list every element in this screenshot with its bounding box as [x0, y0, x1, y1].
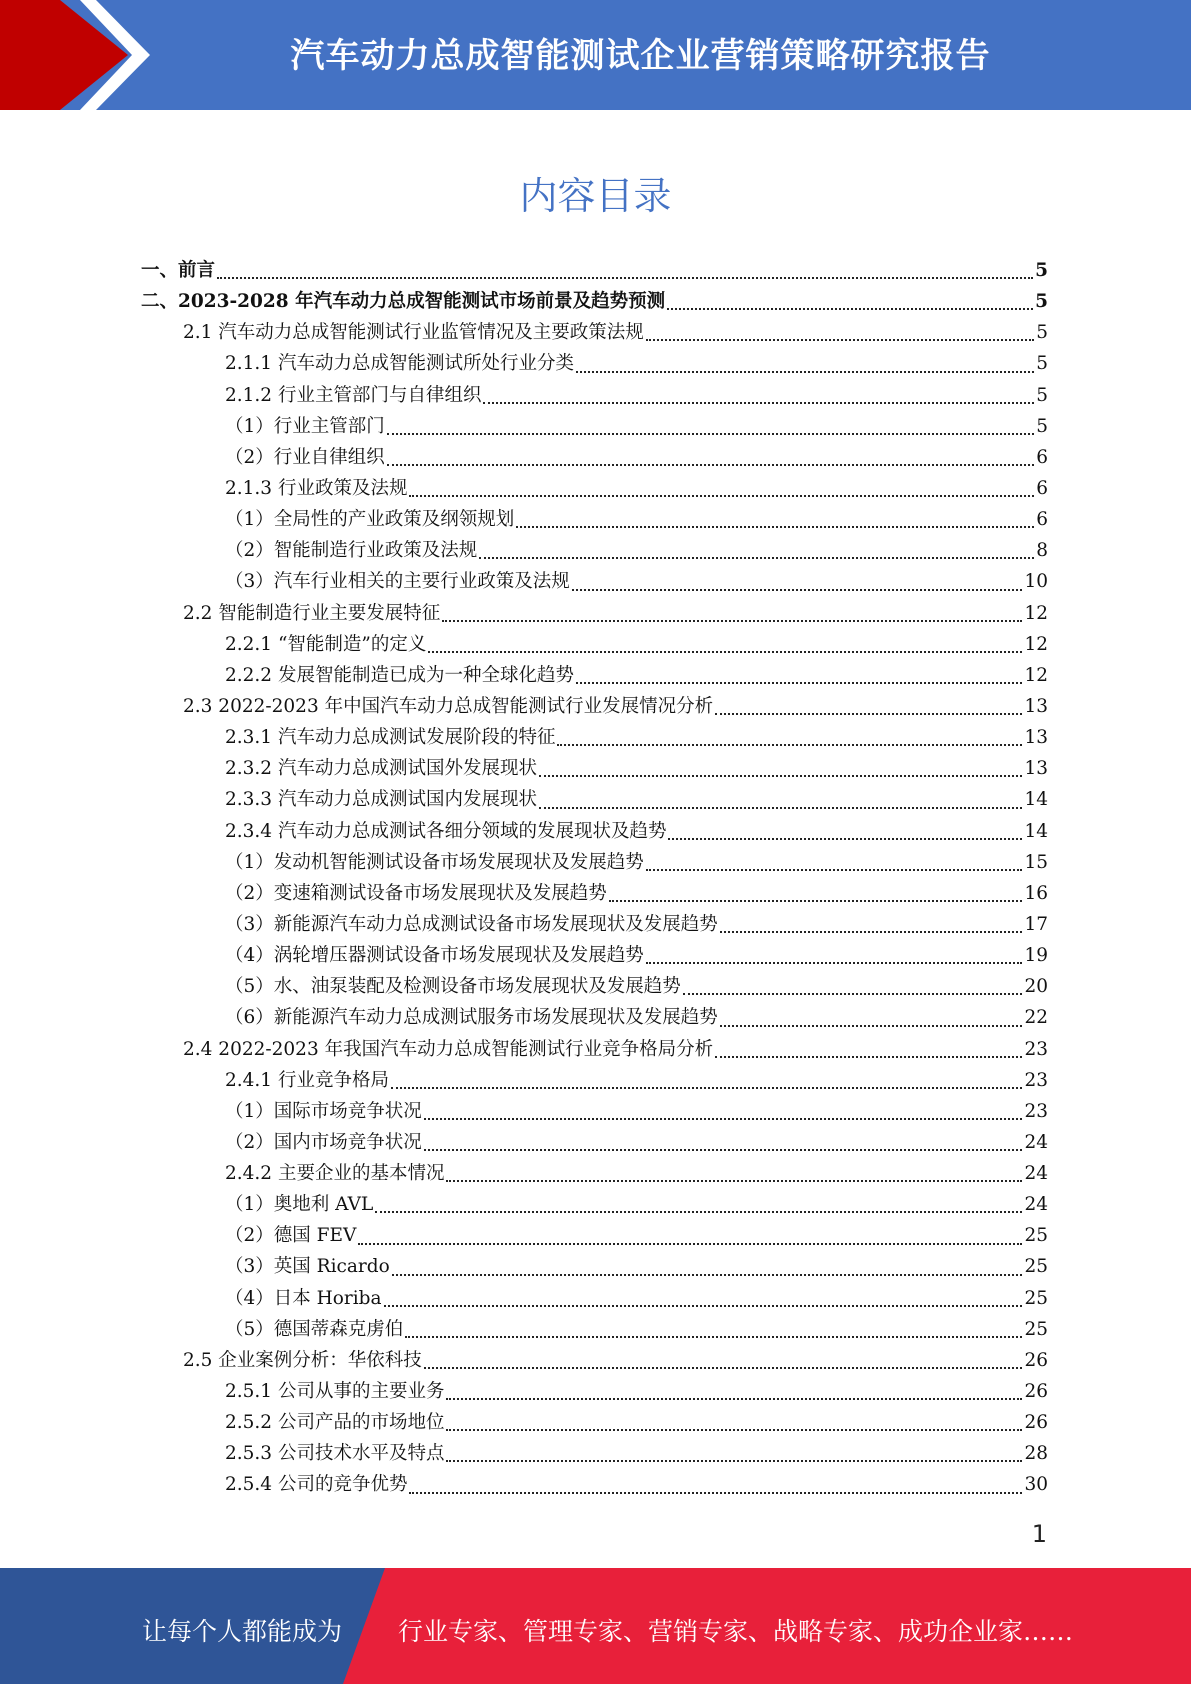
toc-entry-page: 26 — [1024, 1381, 1048, 1403]
toc-entry-label: 2.1.2 行业主管部门与自律组织 — [225, 384, 482, 406]
toc-entry[interactable] — [141, 784, 1048, 815]
toc-entry-page: 25 — [1024, 1318, 1048, 1340]
toc-entry-label: 2.4 2022-2023 年我国汽车动力总成智能测试行业竞争格局分析 — [183, 1038, 714, 1060]
toc-entry-label: （3）英国 Ricardo — [225, 1256, 390, 1278]
toc-entry-page: 24 — [1024, 1131, 1048, 1153]
toc-entry[interactable] — [141, 1314, 1048, 1345]
toc-entry-page: 5 — [1036, 322, 1048, 344]
toc-entry-label: （3）汽车行业相关的主要行业政策及法规 — [225, 571, 570, 593]
toc-dot-leader — [720, 931, 1023, 933]
toc-entry-page: 5 — [1036, 384, 1048, 406]
toc-entry[interactable] — [141, 598, 1048, 629]
toc-entry[interactable] — [141, 286, 1048, 317]
toc-entry-page: 5 — [1035, 259, 1048, 281]
toc-dot-leader — [516, 526, 1034, 528]
toc-entry-page: 6 — [1036, 446, 1048, 468]
toc-entry-label: （1）行业主管部门 — [225, 415, 385, 437]
toc-entry[interactable] — [141, 1438, 1048, 1469]
toc-entry-page: 25 — [1024, 1287, 1048, 1309]
toc-entry[interactable] — [141, 348, 1048, 379]
toc-dot-leader — [442, 620, 1022, 622]
toc-entry[interactable] — [141, 753, 1048, 784]
toc-dot-leader — [576, 682, 1022, 684]
toc-dot-leader — [715, 713, 1022, 715]
table-of-contents — [141, 255, 1048, 1501]
toc-entry[interactable] — [141, 566, 1048, 597]
toc-dot-leader — [424, 1367, 1023, 1369]
toc-dot-leader — [392, 1274, 1023, 1276]
page-footer — [0, 1568, 1191, 1684]
toc-dot-leader — [446, 1460, 1022, 1462]
toc-entry-page: 17 — [1024, 913, 1048, 935]
toc-entry-label: （1）全局性的产业政策及纲领规划 — [225, 509, 515, 531]
toc-dot-leader — [720, 1025, 1023, 1027]
toc-entry-page: 24 — [1024, 1163, 1048, 1185]
toc-entry-page: 26 — [1024, 1412, 1048, 1434]
toc-entry-page: 23 — [1024, 1038, 1048, 1060]
toc-dot-leader — [715, 1056, 1022, 1058]
toc-dot-leader — [668, 838, 1022, 840]
toc-dot-leader — [683, 993, 1023, 995]
toc-entry-label: 2.2.1 “智能制造”的定义 — [225, 633, 427, 655]
toc-entry-page: 13 — [1024, 695, 1048, 717]
toc-entry[interactable] — [141, 1034, 1048, 1065]
toc-entry[interactable] — [141, 1158, 1048, 1189]
toc-entry-label: （4）涡轮增压器测试设备市场发展现状及发展趋势 — [225, 945, 644, 967]
toc-entry-page: 23 — [1024, 1069, 1048, 1091]
toc-dot-leader — [387, 464, 1034, 466]
toc-entry[interactable] — [141, 878, 1048, 909]
toc-entry-label: （1）奥地利 AVL — [225, 1194, 374, 1216]
toc-entry[interactable] — [141, 255, 1048, 286]
toc-dot-leader — [539, 807, 1022, 809]
toc-entry[interactable] — [141, 660, 1048, 691]
toc-entry-page: 5 — [1036, 353, 1048, 375]
toc-entry-label: （1）国际市场竞争状况 — [225, 1100, 422, 1122]
toc-entry-label: （5）德国蒂森克虏伯 — [225, 1318, 404, 1340]
toc-dot-leader — [479, 557, 1034, 559]
toc-entry[interactable] — [141, 940, 1048, 971]
toc-entry-label: （4）日本 Horiba — [225, 1287, 382, 1309]
toc-entry-label: 2.3.4 汽车动力总成测试各细分领域的发展现状及趋势 — [225, 820, 667, 842]
toc-entry-page: 25 — [1024, 1225, 1048, 1247]
toc-entry-label: （6）新能源汽车动力总成测试服务市场发展现状及发展趋势 — [225, 1007, 718, 1029]
footer-slogan-right: 行业专家、管理专家、营销专家、战略专家、成功企业家…… — [398, 1617, 1074, 1646]
toc-entry-page: 16 — [1024, 882, 1048, 904]
toc-entry[interactable] — [141, 1283, 1048, 1314]
toc-entry-label: 2.4.1 行业竞争格局 — [225, 1069, 389, 1091]
toc-entry-label: 2.5.3 公司技术水平及特点 — [225, 1443, 445, 1465]
toc-entry-page: 24 — [1024, 1194, 1048, 1216]
toc-entry-label: 2.4.2 主要企业的基本情况 — [225, 1163, 445, 1185]
toc-entry-page: 12 — [1024, 664, 1048, 686]
toc-dot-leader — [572, 589, 1023, 591]
toc-entry[interactable] — [141, 473, 1048, 504]
toc-entry-label: （2）变速箱测试设备市场发展现状及发展趋势 — [225, 882, 607, 904]
toc-entry[interactable] — [141, 411, 1048, 442]
toc-entry[interactable] — [141, 629, 1048, 660]
toc-entry[interactable] — [141, 442, 1048, 473]
toc-dot-leader — [446, 1180, 1022, 1182]
toc-entry[interactable] — [141, 1002, 1048, 1033]
toc-entry[interactable] — [141, 1220, 1048, 1251]
toc-entry-label: （2）智能制造行业政策及法规 — [225, 540, 478, 562]
toc-entry-page: 22 — [1024, 1007, 1048, 1029]
toc-entry-label: 2.5.1 公司从事的主要业务 — [225, 1381, 445, 1403]
toc-dot-leader — [483, 402, 1034, 404]
toc-entry[interactable] — [141, 1407, 1048, 1438]
toc-entry-label: （2）国内市场竞争状况 — [225, 1131, 422, 1153]
toc-entry[interactable] — [141, 1127, 1048, 1158]
toc-dot-leader — [446, 1429, 1022, 1431]
toc-entry-label: 2.5.4 公司的竞争优势 — [225, 1474, 408, 1496]
toc-dot-leader — [557, 744, 1022, 746]
toc-entry-page: 19 — [1024, 945, 1048, 967]
toc-entry-page: 5 — [1035, 291, 1048, 313]
toc-entry[interactable] — [141, 1376, 1048, 1407]
toc-entry-page: 15 — [1024, 851, 1048, 873]
toc-entry-page: 13 — [1024, 727, 1048, 749]
toc-entry-label: 2.1.3 行业政策及法规 — [225, 477, 408, 499]
toc-entry[interactable] — [141, 1189, 1048, 1220]
toc-entry[interactable] — [141, 535, 1048, 566]
toc-dot-leader — [646, 339, 1034, 341]
toc-entry-label: 2.3.3 汽车动力总成测试国内发展现状 — [225, 789, 537, 811]
toc-entry-label: 二、2023-2028 年汽车动力总成智能测试市场前景及趋势预测 — [141, 291, 666, 313]
toc-entry[interactable] — [141, 1345, 1048, 1376]
toc-dot-leader — [646, 869, 1023, 871]
toc-entry-label: 2.1 汽车动力总成智能测试行业监管情况及主要政策法规 — [183, 322, 644, 344]
toc-entry[interactable] — [141, 1065, 1048, 1096]
toc-dot-leader — [424, 1149, 1023, 1151]
toc-entry-label: （3）新能源汽车动力总成测试设备市场发展现状及发展趋势 — [225, 913, 718, 935]
toc-entry-page: 8 — [1036, 540, 1048, 562]
toc-dot-leader — [387, 433, 1034, 435]
toc-entry-page: 6 — [1036, 509, 1048, 531]
toc-dot-leader — [424, 1118, 1023, 1120]
toc-dot-leader — [384, 1305, 1023, 1307]
toc-entry-label: 2.3 2022-2023 年中国汽车动力总成智能测试行业发展情况分析 — [183, 695, 714, 717]
toc-entry-label: 一、前言 — [141, 259, 216, 281]
toc-entry-page: 28 — [1024, 1443, 1048, 1465]
toc-entry-page: 25 — [1024, 1256, 1048, 1278]
toc-entry-label: 2.2.2 发展智能制造已成为一种全球化趋势 — [225, 664, 574, 686]
toc-dot-leader — [375, 1211, 1022, 1213]
toc-entry[interactable] — [141, 1096, 1048, 1127]
toc-entry[interactable] — [141, 691, 1048, 722]
toc-dot-leader — [358, 1243, 1022, 1245]
toc-entry-page: 6 — [1036, 477, 1048, 499]
toc-dot-leader — [576, 371, 1034, 373]
toc-dot-leader — [446, 1398, 1022, 1400]
toc-entry[interactable] — [141, 722, 1048, 753]
toc-entry[interactable] — [141, 504, 1048, 535]
page-number: 1 — [1031, 1520, 1047, 1548]
toc-entry-label: 2.5.2 公司产品的市场地位 — [225, 1412, 445, 1434]
report-title: 汽车动力总成智能测试企业营销策略研究报告 — [290, 36, 991, 76]
toc-entry-label: 2.1.1 汽车动力总成智能测试所处行业分类 — [225, 353, 574, 375]
footer-slogan-left: 让每个人都能成为 — [142, 1617, 343, 1646]
toc-entry[interactable] — [141, 380, 1048, 411]
toc-dot-leader — [391, 1087, 1022, 1089]
toc-entry-label: 2.3.1 汽车动力总成测试发展阶段的特征 — [225, 727, 556, 749]
toc-entry[interactable] — [141, 971, 1048, 1002]
toc-entry-label: 2.3.2 汽车动力总成测试国外发展现状 — [225, 758, 537, 780]
toc-entry-label: （5）水、油泵装配及检测设备市场发展现状及发展趋势 — [225, 976, 681, 998]
toc-dot-leader — [217, 277, 1033, 279]
toc-entry[interactable] — [141, 816, 1048, 847]
toc-entry[interactable] — [141, 317, 1048, 348]
toc-entry-page: 23 — [1024, 1100, 1048, 1122]
toc-entry-label: （2）德国 FEV — [225, 1225, 357, 1247]
toc-entry-page: 10 — [1024, 571, 1048, 593]
toc-dot-leader — [539, 775, 1022, 777]
toc-entry-label: 2.2 智能制造行业主要发展特征 — [183, 602, 441, 624]
toc-dot-leader — [409, 1492, 1022, 1494]
toc-dot-leader — [428, 651, 1022, 653]
toc-dot-leader — [409, 495, 1034, 497]
toc-entry-page: 12 — [1024, 602, 1048, 624]
toc-entry-page: 30 — [1024, 1474, 1048, 1496]
toc-entry-page: 14 — [1024, 820, 1048, 842]
toc-entry-page: 14 — [1024, 789, 1048, 811]
toc-title: 内容目录 — [519, 174, 672, 218]
toc-entry-page: 5 — [1036, 415, 1048, 437]
toc-entry-label: 2.5 企业案例分析：华依科技 — [183, 1349, 422, 1371]
toc-entry[interactable] — [141, 909, 1048, 940]
toc-dot-leader — [609, 900, 1023, 902]
toc-entry-page: 20 — [1024, 976, 1048, 998]
toc-dot-leader — [646, 962, 1023, 964]
toc-entry[interactable] — [141, 1252, 1048, 1283]
toc-entry-page: 13 — [1024, 758, 1048, 780]
page-header — [0, 0, 1191, 110]
toc-entry-label: （1）发动机智能测试设备市场发展现状及发展趋势 — [225, 851, 644, 873]
toc-entry-label: （2）行业自律组织 — [225, 446, 385, 468]
toc-entry[interactable] — [141, 1469, 1048, 1500]
toc-dot-leader — [667, 308, 1033, 310]
toc-entry[interactable] — [141, 847, 1048, 878]
toc-dot-leader — [405, 1336, 1022, 1338]
toc-entry-page: 26 — [1024, 1349, 1048, 1371]
toc-entry-page: 12 — [1024, 633, 1048, 655]
